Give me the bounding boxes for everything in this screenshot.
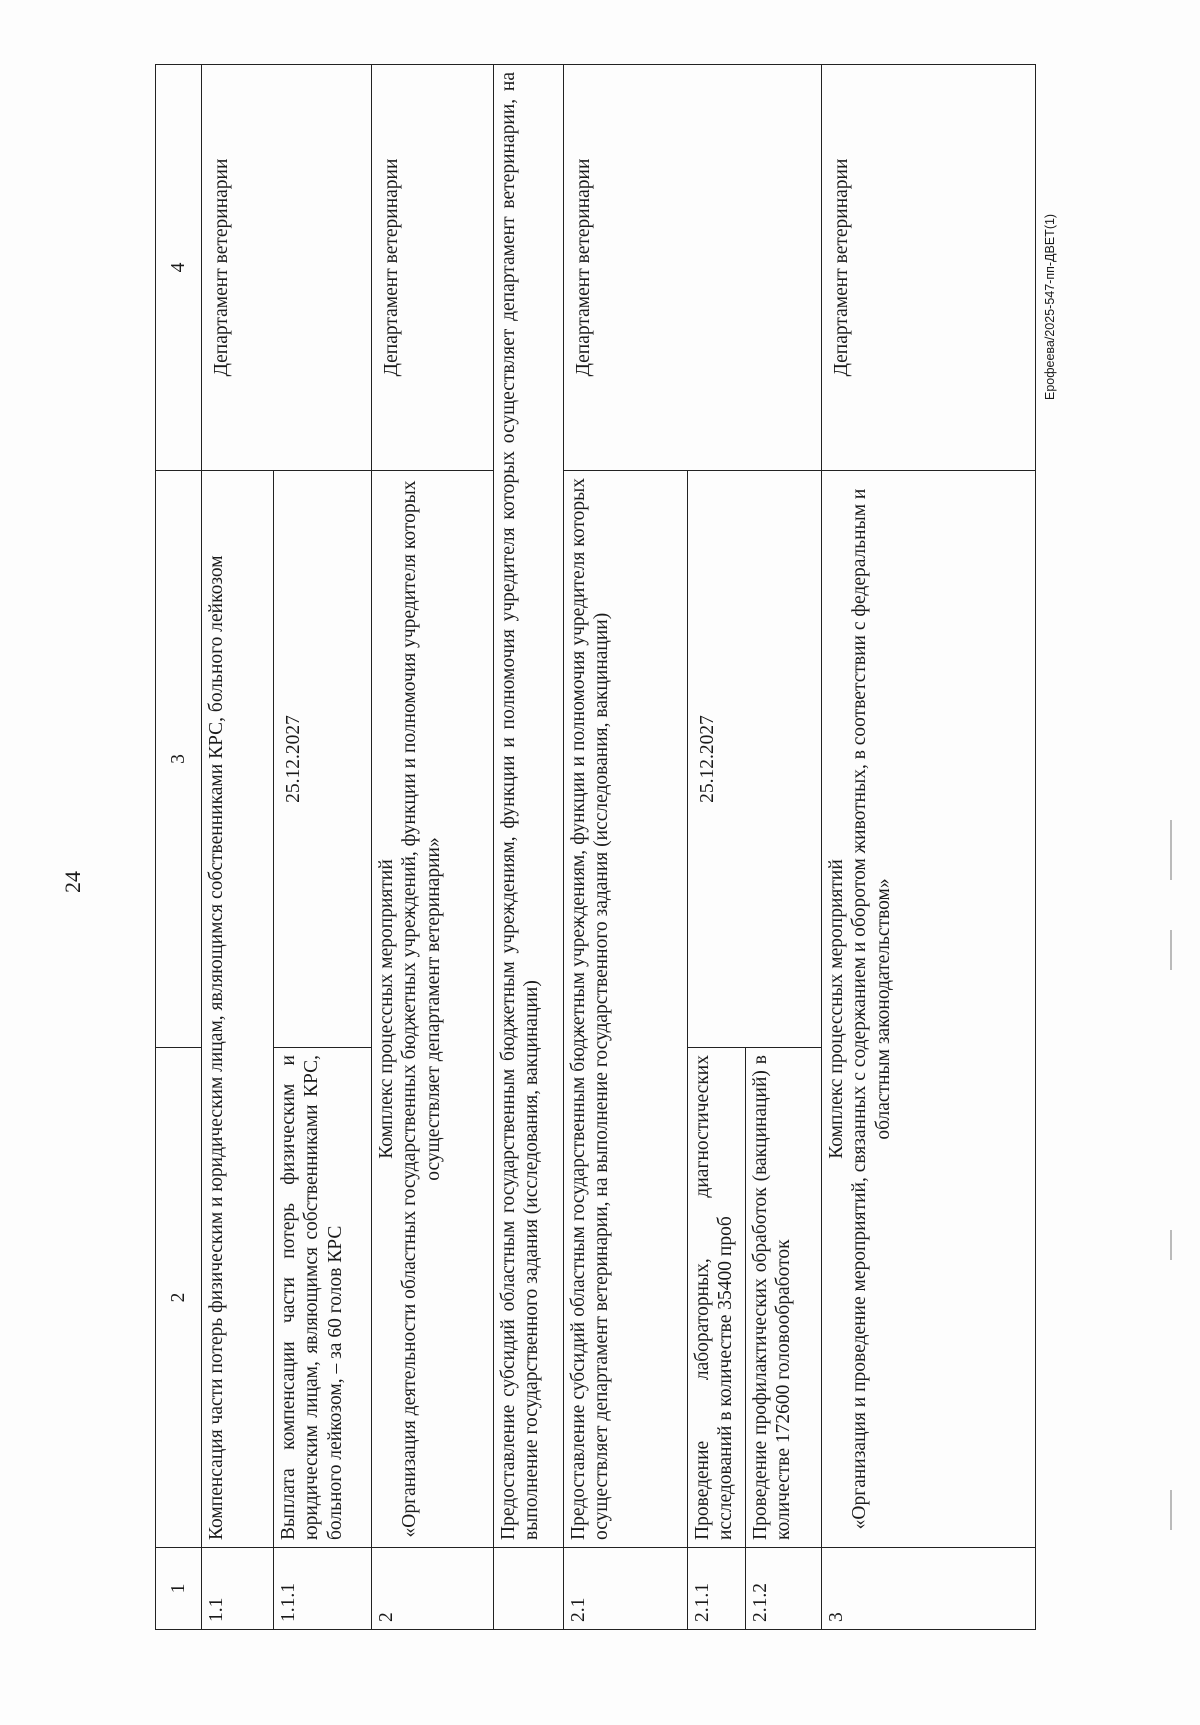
row-number: 2.1.1	[688, 1548, 746, 1630]
complex-heading: Комплекс процессных мероприятий	[376, 859, 397, 1159]
measures-table	[155, 64, 1036, 1630]
table-container	[155, 65, 1035, 1630]
row-date: 25.12.2027	[688, 471, 822, 1048]
row-text: Выплата компенсации части потерь физическим и юридическим лицам, являющимся собственниками КРС, больного лейкозом, – за 60 голов КРС	[274, 1048, 372, 1548]
header-cell-1: 1	[156, 1548, 202, 1630]
row-number: 2	[372, 1548, 494, 1630]
table-row-task	[494, 65, 564, 1630]
table-row-2-1	[564, 65, 688, 1630]
row-text: Проведение профилактических обработок (вакцинаций) в количестве 172600 головообработок	[746, 1048, 822, 1548]
row-text: Предоставление субсидий областным государственным бюджетным учреждениям, функции и полномочия учредителя которых осуществляет департамент ветеринарии, на выполнение государственного задания (исследования, вакцинации)	[494, 65, 564, 1548]
row-complex-block	[822, 471, 1036, 1548]
row-department: Департамент ветеринарии	[564, 65, 822, 471]
rotated-table-wrapper	[155, 65, 1035, 1630]
scan-mark	[1170, 930, 1172, 970]
scan-mark	[1170, 1490, 1172, 1530]
scan-mark	[1170, 1230, 1172, 1260]
row-text: Предоставление субсидий областным государственным бюджетным учреждениям, функции и полномочия учредителя которых осуществляет департамент ветеринарии, на выполнение государственного задания (исследования, вакцинации)	[564, 471, 688, 1548]
table-header-row	[156, 65, 202, 1630]
row-department: Департамент ветеринарии	[822, 65, 1036, 471]
row-complex-block	[372, 471, 494, 1548]
row-text: Компенсация части потерь физическим и юридическим лицам, являющимся собственниками КРС, больного лейкозом	[202, 471, 274, 1548]
row-number: 1.1	[202, 1548, 274, 1630]
page-number: 24	[60, 871, 85, 893]
header-cell-4: 4	[156, 65, 202, 471]
row-text: Проведение лабораторных, диагностических исследований в количестве 35400 проб	[688, 1048, 746, 1548]
complex-heading: Комплекс процессных мероприятий	[826, 859, 847, 1159]
table-row-1-1	[202, 65, 274, 1630]
table-row-3	[822, 65, 1036, 1630]
complex-title: «Организация деятельности областных государственных бюджетных учреждений, функции и полномочия учредителя которых осуществляет департамент ветеринарии»	[399, 480, 444, 1538]
row-department: Департамент ветеринарии	[372, 65, 494, 471]
table-row-2	[372, 65, 494, 1630]
complex-title: «Организация и проведение мероприятий, связанных с содержанием и оборотом животных, в соответствии с федеральным и областным законодательством»	[849, 488, 894, 1530]
header-cell-3: 3	[156, 471, 202, 1048]
header-cell-2: 2	[156, 1048, 202, 1548]
row-date: 25.12.2027	[274, 471, 372, 1048]
row-number-empty	[494, 1548, 564, 1630]
row-number: 2.1.2	[746, 1548, 822, 1630]
document-code: Ерофеева/2025-547-пп-ДВЕТ(1)	[1043, 213, 1057, 400]
row-number: 3	[822, 1548, 1036, 1630]
row-number: 1.1.1	[274, 1548, 372, 1630]
row-number: 2.1	[564, 1548, 688, 1630]
row-department: Департамент ветеринарии	[202, 65, 372, 471]
scan-mark	[1170, 820, 1172, 880]
